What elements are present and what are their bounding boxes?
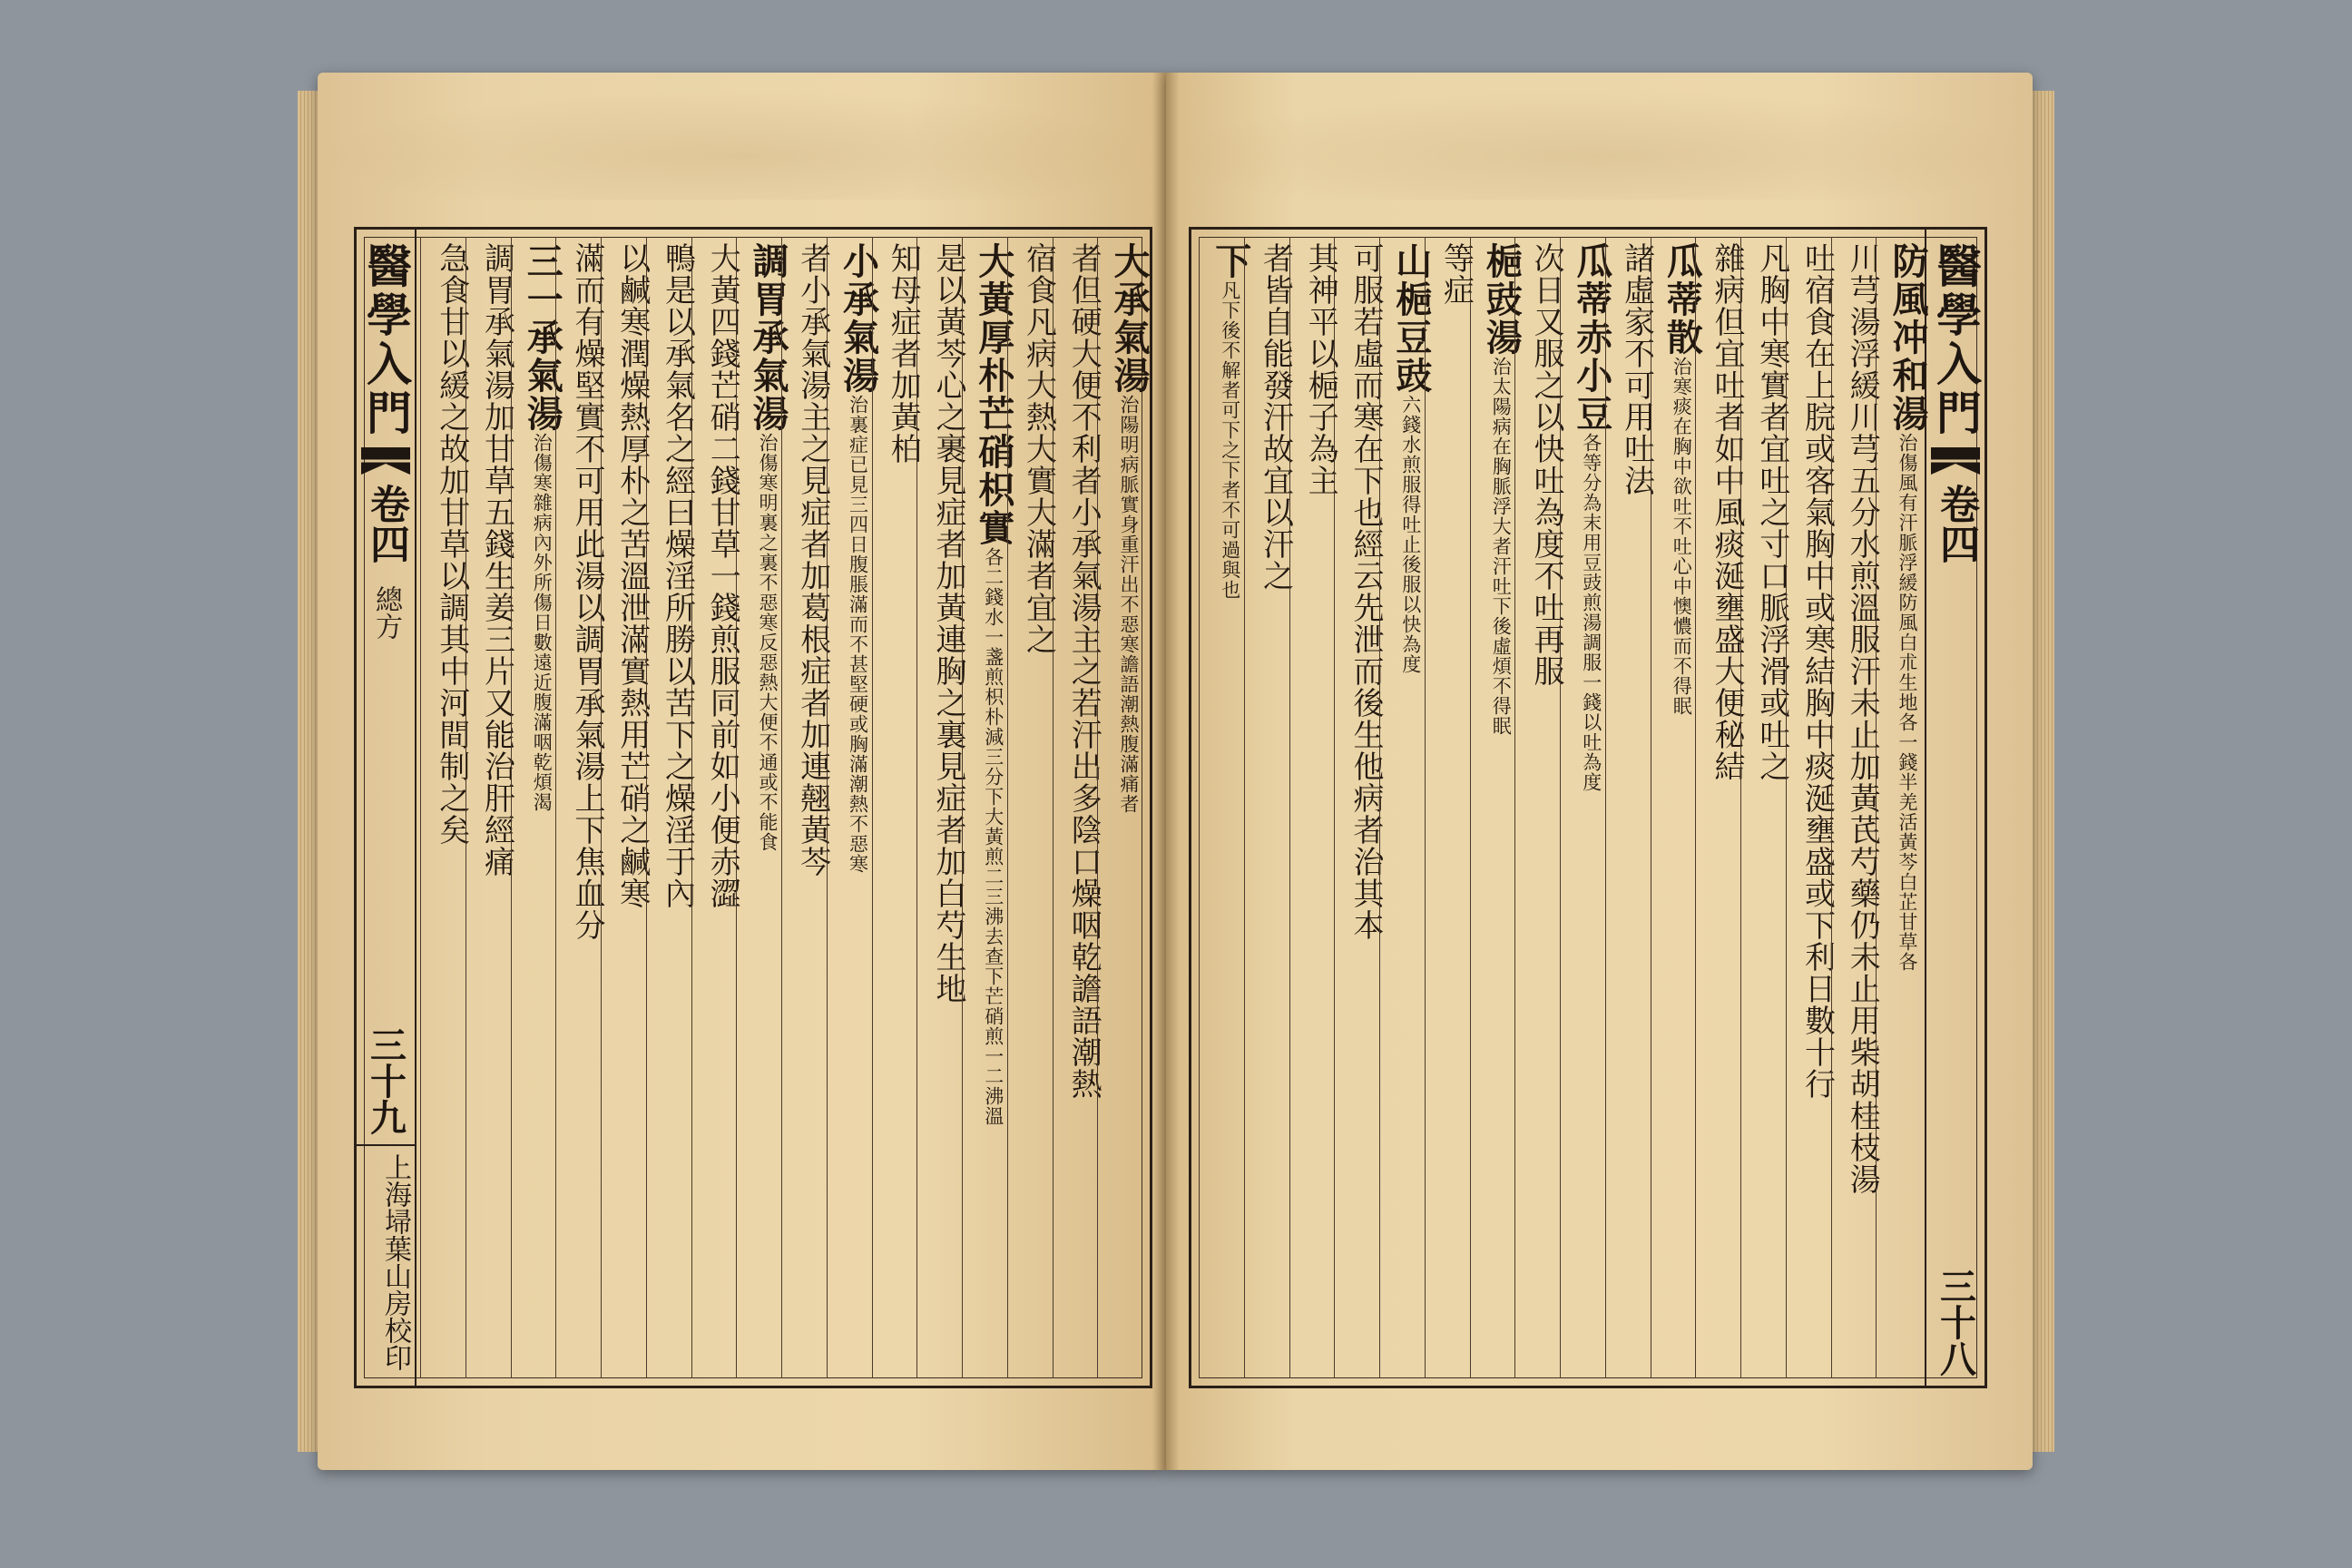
right-text-columns [1199,237,1929,1378]
left-folio-number: 三十九 [364,1026,407,1135]
text-column [916,237,966,1378]
column-text: 治寒痰在胸中欲吐不吐心中懊憹而不得眠 [1671,357,1693,716]
right-page-stain [1166,91,2033,200]
left-page-stain [318,91,1166,200]
text-column [781,237,831,1378]
column-text: 吐宿食在上脘或客氣胸中或寒結胸中痰涎壅盛或下利日數十行 [1798,242,1836,1100]
left-page [318,73,1166,1470]
formula-heading: 防風冲和湯 [1886,242,1929,433]
column-text: 鴨是以承氣名之經曰燥淫所勝以苦下之燥淫于內 [659,242,696,909]
formula-heading: 下 [1209,242,1252,280]
fish-tail-mark-icon [1931,447,1980,475]
text-column [601,237,651,1378]
left-text-columns [420,237,1151,1378]
right-page-edges [2031,91,2054,1452]
column-text: 等症 [1437,242,1475,306]
text-column [1514,237,1564,1378]
column-text: 六錢水煎服得吐止後服以快為度 [1399,395,1422,674]
column-text: 大黃四錢芒硝二錢甘草一錢煎服同前如小便赤澀 [704,242,741,909]
left-margin-column [357,230,416,1386]
formula-heading: 調胃承氣湯 [747,242,789,433]
text-column [420,237,470,1378]
publisher-imprint: 上海埽葉山房校印 [357,1144,415,1371]
formula-heading: 三一承氣湯 [521,242,564,433]
left-text-frame [354,227,1152,1388]
column-text: 以鹹寒潤燥熱厚朴之苦溫泄滿實熱用芒硝之鹹寒 [613,242,651,909]
left-volume-label: 卷四 [363,484,409,564]
text-column [962,237,1015,1378]
column-text: 者但硬大便不利者小承氣湯主之若汗出多陰口燥咽乾譫語潮熱 [1065,242,1102,1100]
text-column [1379,237,1433,1378]
column-text: 者皆自能發汗故宜以汗之 [1257,242,1294,592]
column-text: 治裏症已見三四日腹脹滿而不甚堅硬或胸滿潮熱不惡寒 [847,395,869,874]
right-folio-number: 三十八 [1934,1268,1977,1377]
formula-heading: 大承氣湯 [1108,242,1151,395]
text-column [872,237,922,1378]
formula-heading: 山梔豆豉 [1389,242,1433,395]
right-book-title: 醫學入門 [1929,242,1983,438]
text-column [1244,237,1294,1378]
formula-heading: 瓜蒂赤小豆 [1570,242,1613,433]
column-text: 治陽明病脈實身重汗出不惡寒譫語潮熱腹滿痛者 [1118,395,1140,814]
column-text: 各二錢水一盞煎枳朴減三分下大黃煎二三沸去查下芒硝煎一二沸溫 [982,547,1004,1126]
text-column [1425,237,1475,1378]
left-book-title: 醫學入門 [359,242,413,438]
book-gutter [1152,73,1180,1470]
column-text: 凡胸中寒實者宜吐之寸口脈浮滑或吐之 [1753,242,1790,782]
text-column [1334,237,1384,1378]
text-column [466,237,515,1378]
text-column [1695,237,1745,1378]
right-text-frame [1189,227,1987,1388]
text-column [1560,237,1613,1378]
column-text: 次日又服之以快吐為度不吐再服 [1528,242,1564,687]
column-text: 諸虛家不可用吐法 [1618,242,1655,496]
column-text: 雜病但宜吐者如中風痰涎壅盛大便秘結 [1709,242,1745,782]
formula-heading: 瓜蒂散 [1661,242,1704,357]
text-column [1605,237,1655,1378]
text-column [827,237,880,1378]
column-text: 者小承氣湯主之見症者加葛根症者加連翹黃芩 [794,242,831,877]
left-section-label: 總方 [370,585,402,640]
text-column [1740,237,1790,1378]
text-column [736,237,789,1378]
column-text: 各等分為末用豆豉煎湯調服一錢以吐為度 [1580,433,1602,792]
column-text: 可服若虛而寒在下也經云先泄而後生他病者治其本 [1348,242,1384,941]
text-column [555,237,605,1378]
text-column [1199,237,1252,1378]
column-text: 治傷風有汗脈浮緩防風白朮生地各一錢半羌活黃芩白芷甘草各 [1896,433,1918,972]
text-column [1097,237,1151,1378]
column-text: 是以黃芩心之裹見症者加黃連胸之裏見症者加白芍生地 [930,242,966,1004]
formula-heading: 梔豉湯 [1480,242,1524,357]
column-text: 其神平以梔子為主 [1302,242,1339,496]
column-text: 治傷寒雜病內外所傷日數遠近腹滿咽乾煩渴 [531,433,554,812]
right-margin-column [1925,230,1984,1386]
text-column [1053,237,1102,1378]
text-column [1007,237,1057,1378]
text-column [1289,237,1339,1378]
formula-heading: 大黃厚朴芒硝枳實 [972,242,1015,547]
right-volume-label: 卷四 [1933,484,1979,564]
fish-tail-mark-icon [361,447,410,475]
text-column [1831,237,1881,1378]
column-text: 滿而有燥堅實不可用此湯以調胃承氣湯上下焦血分 [569,242,605,941]
formula-heading: 小承氣湯 [837,242,880,395]
column-text: 調胃承氣湯加甘草五錢生姜三片又能治肝經痛 [478,242,515,877]
text-column [646,237,696,1378]
column-text: 川芎湯浮緩川芎五分水煎溫服汗未止加黃芪芍藥仍未止用柴胡桂枝湯 [1844,242,1881,1195]
text-column [1470,237,1524,1378]
text-column [1651,237,1704,1378]
column-text: 治傷寒明裏之裏不惡寒反惡熱大便不通或不能食 [757,433,779,852]
column-text: 急食甘以緩之故加甘草以調其中河間制之矣 [433,242,470,846]
open-book [318,73,2033,1488]
column-text: 知母症者加黃柏 [885,242,922,465]
text-column [1876,237,1929,1378]
right-page [1166,73,2033,1470]
text-column [511,237,564,1378]
column-text: 宿食凡病大熱大實大滿者宜之 [1020,242,1057,655]
text-column [1786,237,1836,1378]
column-text: 治太陽病在胸脈浮大者汗吐下後虛煩不得眠 [1490,357,1513,736]
column-text: 凡下後不解者可下之下者不可過與也 [1219,280,1241,600]
text-column [691,237,741,1378]
